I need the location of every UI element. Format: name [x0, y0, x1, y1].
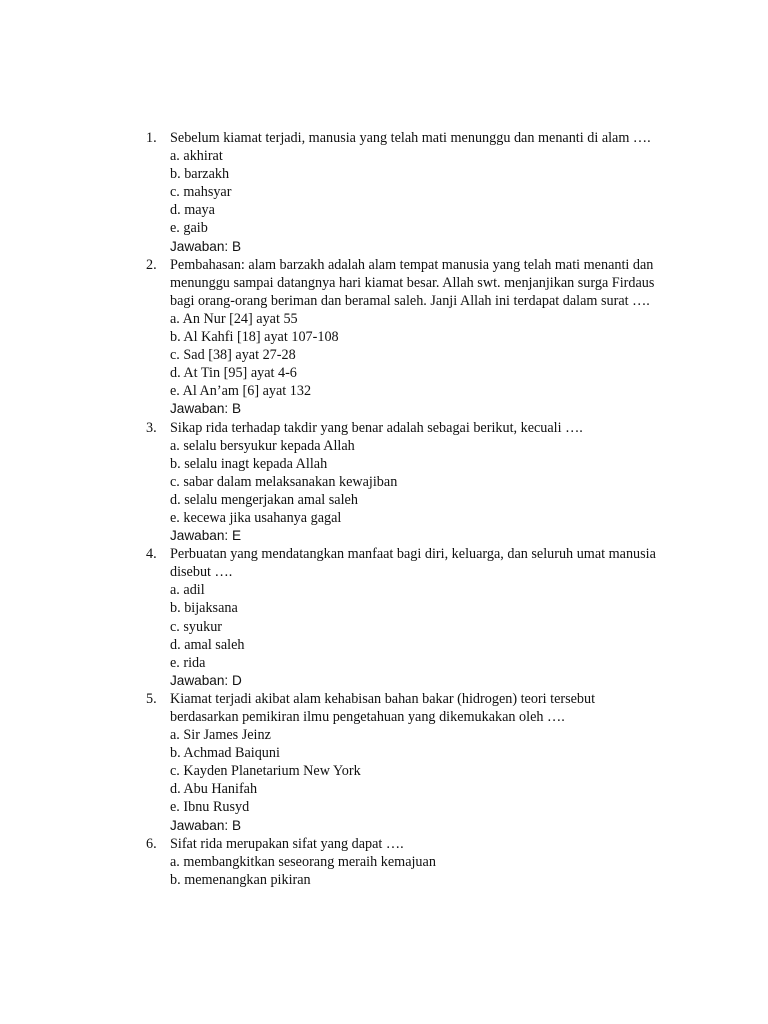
option-a: a. membangkitkan seseorang meraih kemajuan: [170, 853, 436, 870]
option-list: [170, 726, 666, 816]
question-5: [146, 690, 666, 835]
option-b: b. Achmad Baiquni: [170, 745, 280, 762]
option-a: a. adil: [170, 582, 205, 599]
option-d: d. amal saleh: [170, 636, 245, 653]
question-number: 1.: [146, 130, 157, 146]
option-d: d. At Tin [95] ayat 4-6: [170, 365, 297, 382]
answer-key: Jawaban: B: [170, 817, 242, 833]
option-e: e. gaib: [170, 220, 208, 237]
option-b: b. memenangkan pikiran: [170, 871, 311, 888]
question-text: Perbuatan yang mendatangkan manfaat bagi diri, keluarga, dan seluruh umat manusia disebut ….: [170, 546, 656, 581]
option-b: b. selalu inagt kepada Allah: [170, 455, 328, 472]
option-b: b. Al Kahfi [18] ayat 107-108: [170, 329, 339, 346]
question-text: Sifat rida merupakan sifat yang dapat ….: [170, 835, 404, 852]
question-6: [146, 835, 666, 889]
question-text: Kiamat terjadi akibat alam kehabisan bahan bakar (hidrogen) teori tersebut berdasarkan pemikiran ilmu pengetahuan yang dikemukakan oleh ….: [170, 690, 596, 725]
option-b: b. bijaksana: [170, 600, 238, 617]
option-b: b. barzakh: [170, 166, 230, 183]
question-1: [146, 129, 666, 256]
option-d: d. selalu mengerjakan amal saleh: [170, 491, 358, 508]
option-d: d. Abu Hanifah: [170, 781, 258, 798]
option-list: [170, 437, 666, 527]
question-text: Pembahasan: alam barzakh adalah alam tempat manusia yang telah mati menanti dan menunggu sampai datangnya hari kiamat besar. Allah swt. menjanjikan surga Firdaus bagi orang-orang beriman dan beramal saleh. Janji Allah ini terdapat dalam surat ….: [170, 256, 655, 309]
option-e: e. kecewa jika usahanya gagal: [170, 509, 342, 526]
option-e: e. Al An’am [6] ayat 132: [170, 383, 312, 400]
question-number: 6.: [146, 835, 157, 852]
question-number: 2.: [146, 256, 157, 273]
question-number: 4.: [146, 546, 157, 563]
question-2: [146, 256, 666, 419]
question-list: [146, 129, 666, 889]
option-a: a. An Nur [24] ayat 55: [170, 310, 298, 327]
option-c: c. sabar dalam melaksanakan kewajiban: [170, 473, 398, 490]
option-list: [170, 853, 666, 889]
question-4: [146, 545, 666, 690]
option-c: c. mahsyar: [170, 184, 232, 201]
question-number: 3.: [146, 419, 157, 436]
option-e: e. Ibnu Rusyd: [170, 799, 250, 816]
question-3: [146, 419, 666, 546]
answer-key: Jawaban: B: [170, 401, 242, 417]
option-a: a. Sir James Jeinz: [170, 727, 271, 744]
answer-key: Jawaban: D: [170, 672, 242, 688]
option-d: d. maya: [170, 202, 215, 219]
option-c: c. Sad [38] ayat 27-28: [170, 347, 296, 364]
option-list: [170, 147, 666, 237]
answer-key: Jawaban: B: [170, 238, 242, 254]
option-list: [170, 310, 666, 400]
question-text: Sebelum kiamat terjadi, manusia yang telah mati menunggu dan menanti di alam ….: [170, 130, 651, 146]
option-c: c. syukur: [170, 618, 223, 635]
option-a: a. akhirat: [170, 148, 223, 165]
option-list: [170, 581, 666, 671]
option-c: c. Kayden Planetarium New York: [170, 763, 361, 780]
answer-key: Jawaban: E: [170, 528, 242, 544]
question-number: 5.: [146, 690, 157, 707]
question-text: Sikap rida terhadap takdir yang benar adalah sebagai berikut, kecuali ….: [170, 419, 583, 436]
option-a: a. selalu bersyukur kepada Allah: [170, 437, 355, 454]
option-e: e. rida: [170, 654, 206, 671]
